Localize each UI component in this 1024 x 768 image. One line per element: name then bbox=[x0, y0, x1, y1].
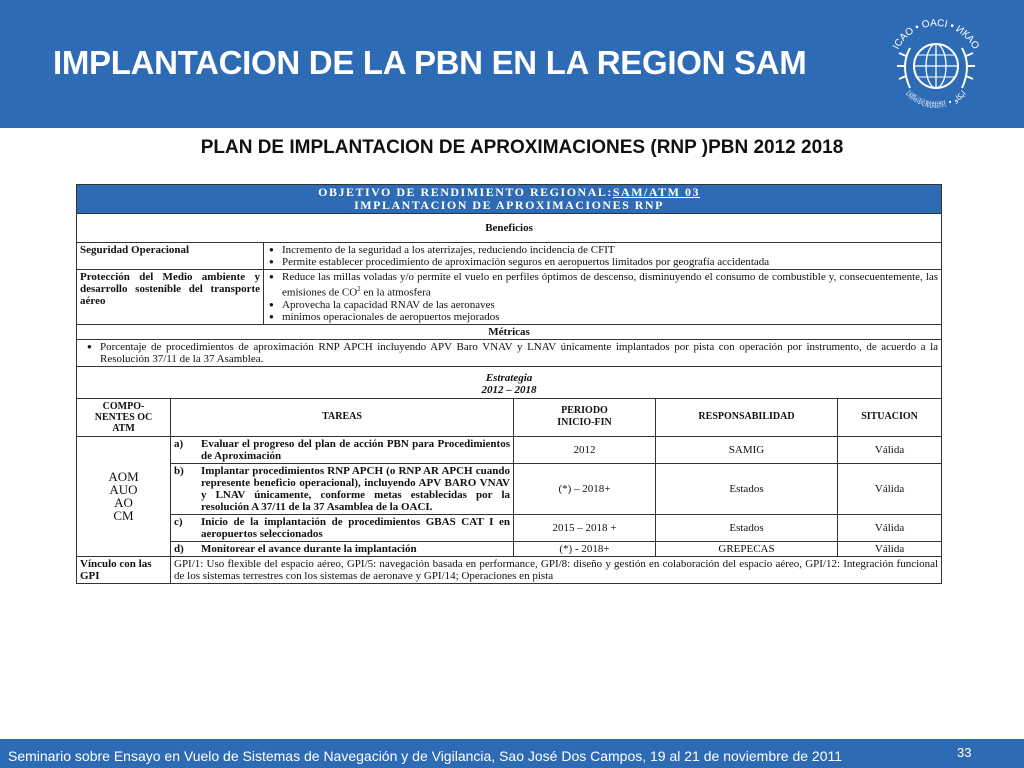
implementation-table bbox=[76, 184, 942, 584]
metricas-content bbox=[77, 339, 942, 366]
col-situacion: SITUACION bbox=[838, 398, 942, 436]
task-cell bbox=[171, 436, 514, 463]
proteccion-label: Protección del Medio ambiente y desarrollo sostenible del transporte aéreo bbox=[77, 270, 264, 325]
slide-title: IMPLANTACION DE LA PBN EN LA REGION SAM bbox=[53, 44, 807, 81]
componente-auo: AUO bbox=[109, 482, 138, 498]
col-responsabilidad: RESPONSABILIDAD bbox=[656, 398, 838, 436]
task-situacion: Válida bbox=[838, 436, 942, 463]
beneficios-label: Beneficios bbox=[77, 214, 942, 243]
seguridad-content bbox=[264, 243, 942, 270]
proteccion-row bbox=[77, 270, 942, 325]
objective-code: SAM/ATM 03 bbox=[612, 185, 700, 199]
componentes-value bbox=[77, 436, 171, 556]
task-situacion: Válida bbox=[838, 514, 942, 541]
seguridad-row bbox=[77, 243, 942, 270]
header-bar bbox=[0, 0, 1024, 128]
proteccion-item-text: Reduce las millas voladas y/o permite el vuelo en perfiles óptimos de descenso, disminuyendo el consumo de combustible y, consecuentemente, las emisiones de CO bbox=[282, 271, 939, 299]
logo-text-top: ICAO • OACI • ИКАО bbox=[890, 17, 981, 52]
estrategia-header bbox=[77, 366, 942, 398]
task-periodo: (*) – 2018+ bbox=[514, 463, 656, 514]
vinculo-text: GPI/1: Uso flexible del espacio aéreo, GPI/5: navegación basada en performance, GPI/8: diseño y gestión en colaboración del espacio aéreo, GPI/12: Integración funcional de los sistemas terrestres con los sistemas de aeronave y GPI/14; Operaciones en pista bbox=[171, 556, 942, 583]
col-tareas: TAREAS bbox=[171, 398, 514, 436]
task-situacion: Válida bbox=[838, 463, 942, 514]
plan-subtitle: PLAN DE IMPLANTACION DE APROXIMACIONES (RNP )PBN 2012 2018 bbox=[200, 137, 844, 158]
footer-text: Seminario sobre Ensayo en Vuelo de Sistemas de Navegación y de Vigilancia, Sao José Dos Campos, 19 al 21 de noviembre de 2011 bbox=[8, 748, 843, 764]
task-row bbox=[77, 463, 942, 514]
task-text: Implantar procedimientos RNP APCH (o RNP AR APCH cuando represente beneficio operacional), incluyendo APV BARO VNAV y LNAV únicamente, conforme metas establecidas por la resolución A 37/11 de la 37 Asamblea de la OACI. bbox=[201, 464, 510, 513]
task-responsabilidad: SAMIG bbox=[656, 436, 838, 463]
metricas-item: ● Porcentaje de procedimientos de aproximación RNP APCH incluyendo APV Baro VNAV y LNAV únicamente implantados por pista con operación por instrumento, de acuerdo a la Resolución 37/11 de la 37 Asamblea. bbox=[100, 341, 938, 365]
task-row bbox=[77, 436, 942, 463]
task-row bbox=[77, 514, 942, 541]
proteccion-item bbox=[282, 271, 938, 299]
task-periodo: 2015 – 2018 + bbox=[514, 514, 656, 541]
page-number: 33 bbox=[957, 745, 972, 760]
icao-logo-icon bbox=[876, 8, 996, 122]
col-componentes: COMPO-NENTES OC ATM bbox=[77, 398, 171, 436]
objective-row bbox=[77, 185, 942, 214]
componente-ao: AO bbox=[114, 495, 133, 511]
estrategia-years: 2012 – 2018 bbox=[481, 383, 537, 396]
task-text: Inicio de la implantación de procedimientos GBAS CAT I en aeropuertos seleccionados bbox=[201, 515, 510, 540]
componente-cm: CM bbox=[113, 508, 134, 524]
estrategia-label: Estrategia bbox=[485, 371, 533, 384]
proteccion-item: ● mínimos operacionales de aeropuertos mejorados bbox=[282, 311, 938, 323]
task-periodo: 2012 bbox=[514, 436, 656, 463]
svg-text:国际民航组织 • ايكاو bbox=[904, 89, 968, 110]
task-row bbox=[77, 541, 942, 556]
task-periodo: (*) - 2018+ bbox=[514, 541, 656, 556]
task-situacion: Válida bbox=[838, 541, 942, 556]
task-label: d) bbox=[174, 542, 184, 555]
objective-header bbox=[77, 185, 942, 214]
proteccion-item: ● Aprovecha la capacidad RNAV de las aeronaves bbox=[282, 299, 938, 311]
vinculo-row bbox=[77, 556, 942, 583]
proteccion-content bbox=[264, 270, 942, 325]
columns-header-row bbox=[77, 398, 942, 436]
task-text: Evaluar el progreso del plan de acción PBN para Procedimientos de Aproximación bbox=[201, 437, 510, 462]
task-label: a) bbox=[174, 437, 184, 450]
co2-subscript: 2 bbox=[357, 285, 361, 293]
seguridad-item: ● Permite establecer procedimiento de aproximación seguros en aeropuertos limitados por geografía accidentada bbox=[282, 256, 938, 268]
task-label: b) bbox=[174, 464, 184, 477]
vinculo-label: Vínculo con las GPI bbox=[77, 556, 171, 583]
objective-prefix: OBJETIVO DE RENDIMIENTO REGIONAL: bbox=[318, 185, 613, 199]
proteccion-item-text-end: en la atmosfera bbox=[360, 286, 431, 299]
seguridad-label: Seguridad Operacional bbox=[77, 243, 264, 270]
estrategia-row bbox=[77, 366, 942, 398]
beneficios-row bbox=[77, 214, 942, 243]
task-label: c) bbox=[174, 515, 183, 528]
componente-aom: AOM bbox=[108, 469, 139, 485]
footer-bar bbox=[0, 739, 1024, 768]
task-responsabilidad: GREPECAS bbox=[656, 541, 838, 556]
metricas-header-row bbox=[77, 324, 942, 339]
task-text: Monitorear el avance durante la implantación bbox=[201, 542, 417, 555]
task-cell bbox=[171, 514, 514, 541]
task-responsabilidad: Estados bbox=[656, 463, 838, 514]
logo-text-bottom: 国际民航组织 • ايكاو bbox=[904, 88, 968, 110]
globe-icon bbox=[914, 44, 958, 88]
task-cell bbox=[171, 541, 514, 556]
objective-name: IMPLANTACION DE APROXIMACIONES RNP bbox=[354, 198, 664, 212]
metricas-row bbox=[77, 339, 942, 366]
col-periodo: PERIODO INICIO-FIN bbox=[514, 398, 656, 436]
task-responsabilidad: Estados bbox=[656, 514, 838, 541]
task-cell bbox=[171, 463, 514, 514]
seguridad-item: ● Incremento de la seguridad a los aterrizajes, reduciendo incidencia de CFIT bbox=[282, 244, 938, 256]
metricas-label: Métricas bbox=[77, 324, 942, 339]
